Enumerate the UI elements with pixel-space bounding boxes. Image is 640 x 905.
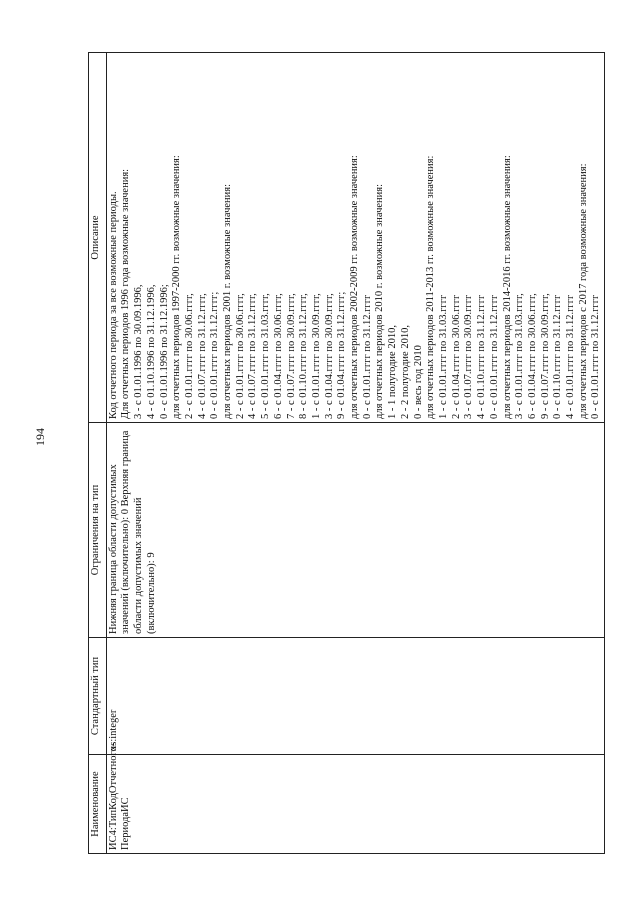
description-line: для отчетных периодов 2014-2016 гг. возможные значения: [501,155,513,419]
description-line: 1 - 1 полугодие 2010, [387,325,399,419]
header-name: Наименование [89,755,107,854]
description-line: 3 - с 01.04.гггг по 30.09.гггг, [323,293,335,419]
description-line: для отчетных периодов 2002-2009 гг. возможные значения: [349,155,361,419]
description-line: для отчетных периодов 2001 г. возможные значения: [222,184,234,419]
description-line: 3 - с 01.01.гггг по 31.03.гггг, [514,293,526,419]
description-line: Код отчетного периода за все возможные периоды. [107,191,119,419]
description-line: 2 - с 01.01.гггг по 30.06.гггг, [234,293,246,419]
description-line: 4 - с 01.01.гггг по 31.12.гггг [565,294,577,419]
table-header-row [89,53,107,854]
description-line: 2 - 2 полугодие 2010, [399,325,411,419]
description-line: 6 - с 01.04.гггг по 30.06.гггг, [272,293,284,419]
description-line: 0 - весь год 2010 [412,345,424,419]
description-line: 2 - с 01.01.гггг по 30.06.гггг, [183,293,195,419]
description-line: Для отчетных периодов 1996 года возможные значения: [120,168,132,419]
description-line: для отчетных периодов 2011-2013 гг. возможные значения: [425,155,437,419]
description-line: для отчетных периодов с 2017 года возможные значения: [577,163,589,419]
description-line: 0 - с 01.01.гггг по 31.12.гггг; [209,291,221,419]
description-line: 0 - с 01.01.гггг по 31.12.гггг [488,294,500,419]
description-line: 8 - с 01.10.гггг по 31.12.гггг, [298,293,310,419]
rotated-table-container [88,52,628,854]
description-line: 0 - с 01.10.гггг по 31.12.гггг [552,294,564,419]
type-definition-table [88,52,605,854]
cell-name: ИС4:ТипКодОтчетного-ПериодаИС [106,755,604,854]
description-line: 0 - с 01.01.гггг по 31.12.гггг [361,294,373,419]
cell-standard-type: xs:integer [106,638,604,755]
description-line: 4 - с 01.07.гггг по 31.12.гггг, [247,293,259,419]
description-line: 3 - с 01.01.1996 по 30.09.1996, [133,284,145,419]
description-line: 9 - с 01.07.гггг по 30.09.гггг, [539,293,551,419]
description-line: 4 - с 01.07.гггг по 31.12.гггг, [196,293,208,419]
description-line: 1 - с 01.01.гггг по 31.03.гггг [437,294,449,419]
page-number: 194 [33,428,47,446]
description-line: 2 - с 01.04.гггг по 30.06.гггг [450,294,462,419]
description-line: 7 - с 01.07.гггг по 30.09.гггг, [285,293,297,419]
table-row [106,53,604,854]
header-restrictions: Ограничения на тип [89,423,107,638]
description-line: 4 - с 01.10.гггг по 31.12.гггг [476,294,488,419]
description-line: 1 - с 01.01.гггг по 30.09.гггг, [310,293,322,419]
description-line: для отчетных периодов 2010 г. возможные значения: [374,184,386,419]
description-line: 6 - с 01.04.гггг по 30.06.гггг, [526,293,538,419]
description-line: 4 - с 01.10.1996 по 31.12.1996, [145,284,157,419]
description-line: для отчетных периодов 1997-2000 гг. возможные значения: [171,155,183,419]
cell-description [106,53,604,423]
header-standard-type: Стандартный тип [89,638,107,755]
description-line: 5 - с 01.01.гггг по 31.03.гггг, [260,293,272,419]
description-line: 0 - с 01.01.гггг по 31.12.гггг [590,294,602,419]
cell-restrictions: Нижняя граница области допустимых значений (включительно): 0 Верхняя граница области допустимых значений (включительно): 9 [106,423,604,638]
header-description: Описание [89,53,107,423]
description-line: 3 - с 01.07.гггг по 30.09.гггг [463,294,475,419]
description-line: 9 - с 01.04.гггг по 31.12.гггг; [336,291,348,419]
description-line: 0 - с 01.01.1996 по 31.12.1996; [158,284,170,419]
